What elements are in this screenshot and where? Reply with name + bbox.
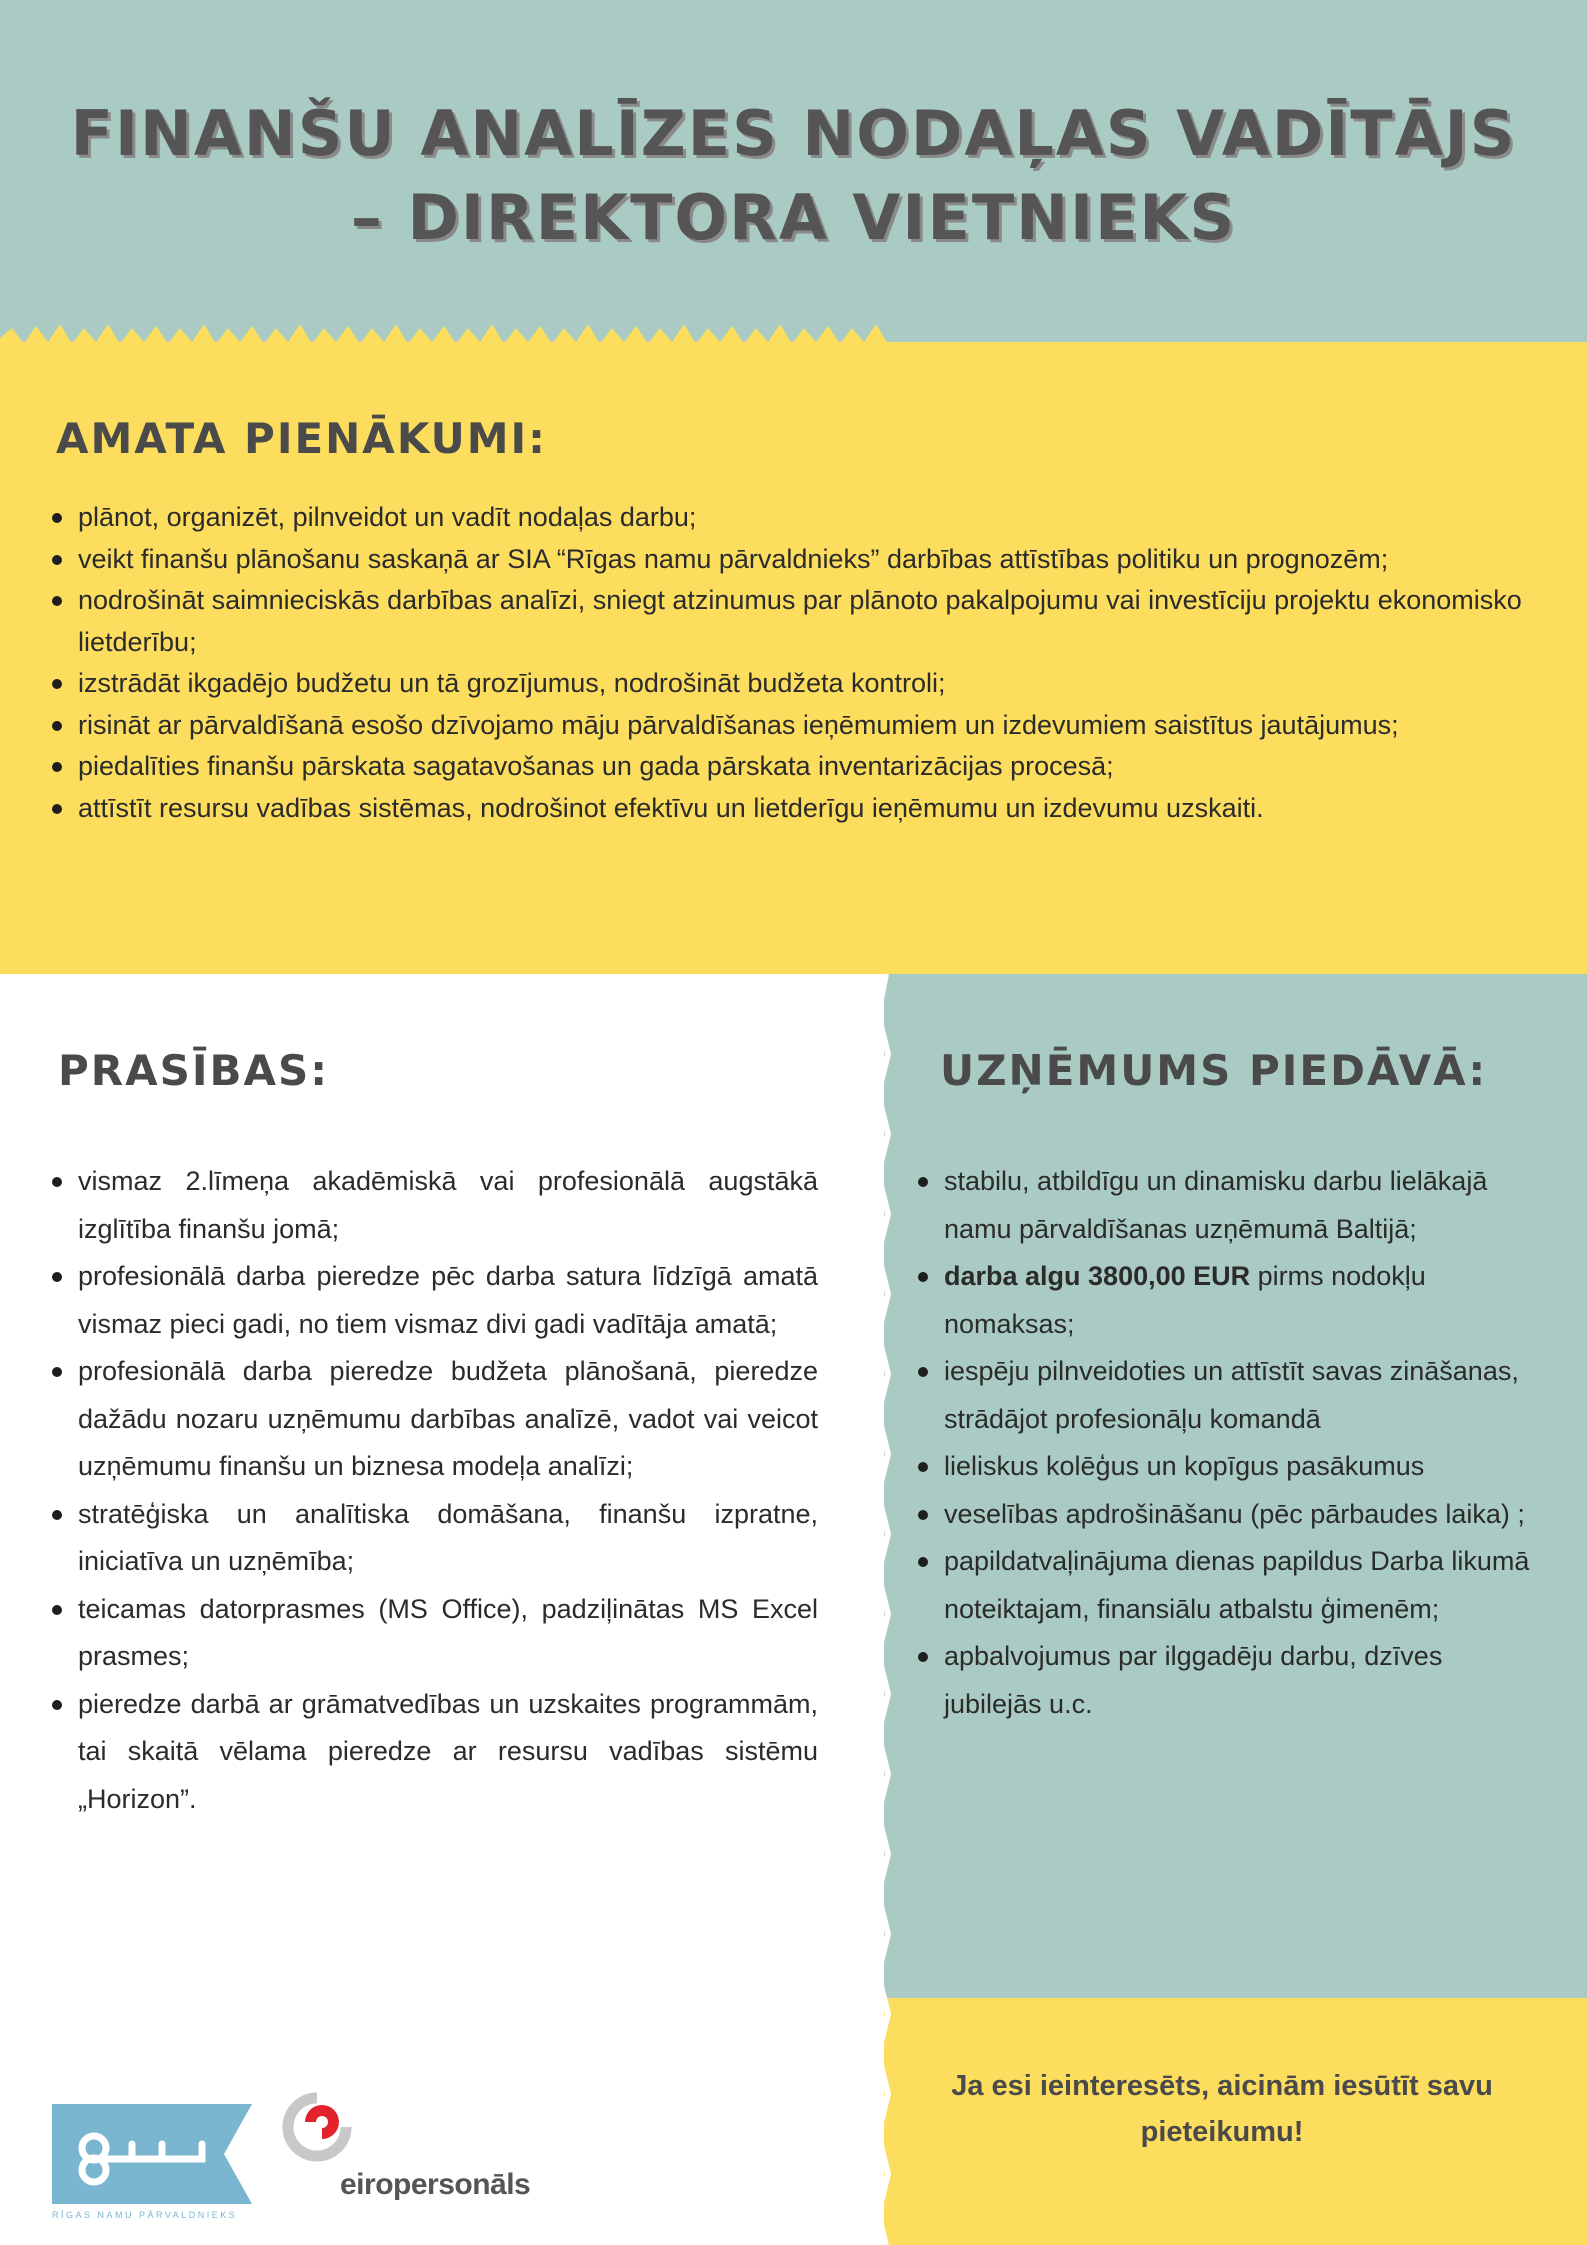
rnp-logo-text: RĪGAS NAMU PĀRVALDNIEKS [52,2210,238,2220]
offer-list [912,1158,1532,1728]
offer-item: veselības apdrošināšanu (pēc pārbaudes laika) ; [912,1491,1532,1539]
duty-item: plānot, organizēt, pilnveidot un vadīt nodaļas darbu; [46,497,1566,539]
duty-item: izstrādāt ikgadējo budžetu un tā grozījumus, nodrošināt budžeta kontroli; [46,663,1566,705]
title-line-2: – DIREKTORA VIETNIEKS [350,181,1237,254]
salary-rest: pirms nodokļu nomaksas; [944,1261,1426,1339]
page-title [0,92,1587,260]
requirement-item: stratēģiska un analītiska domāšana, finanšu izpratne, iniciatīva un uzņēmība; [46,1491,818,1586]
duty-item: piedalīties finanšu pārskata sagatavošanas un gada pārskata inventarizācijas procesā; [46,746,1566,788]
offer-heading: UZŅĒMUMS PIEDĀVĀ: [940,1046,1488,1095]
title-line-1: FINANŠU ANALĪZES NODAĻAS VADĪTĀJS [70,97,1517,170]
requirement-item: vismaz 2.līmeņa akadēmiskā vai profesionālā augstākā izglītība finanšu jomā; [46,1158,818,1253]
zigzag-edge [874,974,896,2245]
duty-item: attīstīt resursu vadības sistēmas, nodrošinot efektīvu un lietderīgu ieņēmumu un izdevumu uzskaiti. [46,788,1566,830]
rnp-key-logo [52,2104,252,2204]
requirement-item: teicamas datorprasmes (MS Office), padziļinātas MS Excel prasmes; [46,1586,818,1681]
requirement-item: profesionālā darba pieredze pēc darba satura līdzīgā amatā vismaz pieci gadi, no tiem vismaz divi gadi vadītāja amatā; [46,1253,818,1348]
requirement-item: profesionālā darba pieredze budžeta plānošanā, pieredze dažādu nozaru uzņēmumu darbības analīzē, vadot vai veicot uzņēmumu finanšu un biznesa modeļa analīzi; [46,1348,818,1491]
offer-item: papildatvaļinājuma dienas papildus Darba likumā noteiktajam, finansiālu atbalstu ģimenēm; [912,1538,1532,1633]
offer-item: stabilu, atbildīgu un dinamisku darbu lielākajā namu pārvaldīšanas uzņēmumā Baltijā; [912,1158,1532,1253]
duties-heading: AMATA PIENĀKUMI: [56,414,547,463]
duty-item: nodrošināt saimnieciskās darbības analīzi, sniegt atzinumus par plānoto pakalpojumu vai investīciju projektu ekonomisko lietderību; [46,580,1566,663]
requirement-item: pieredze darbā ar grāmatvedības un uzskaites programmām, tai skaitā vēlama pieredze ar resursu vadības sistēmu „Horizon”. [46,1681,818,1824]
eiropersonals-logo-mark [282,2092,352,2162]
requirements-heading: PRASĪBAS: [58,1046,330,1095]
eiropersonals-logo-text: eiropersonāls [340,2168,531,2201]
duty-item: risināt ar pārvaldīšanā esošo dzīvojamo māju pārvaldīšanas ieņēmumiem un izdevumiem saistītus jautājumus; [46,705,1566,747]
offer-item: iespēju pilnveidoties un attīstīt savas zināšanas, strādājot profesionāļu komandā [912,1348,1532,1443]
offer-item: apbalvojumus par ilggadēju darbu, dzīves jubilejās u.c. [912,1633,1532,1728]
call-to-action: Ja esi ieinteresēts, aicinām iesūtīt savu pieteikumu! [951,2070,1493,2148]
salary-amount: darba algu 3800,00 EUR [944,1261,1251,1291]
requirements-list [46,1158,818,1823]
zigzag-divider [0,318,900,360]
duties-list [46,497,1566,829]
duty-item: veikt finanšu plānošanu saskaņā ar SIA “Rīgas namu pārvaldnieks” darbības attīstības politiku un prognozēm; [46,539,1566,581]
offer-item-salary [912,1253,1532,1348]
offer-item: lieliskus kolēģus un kopīgus pasākumus [912,1443,1532,1491]
